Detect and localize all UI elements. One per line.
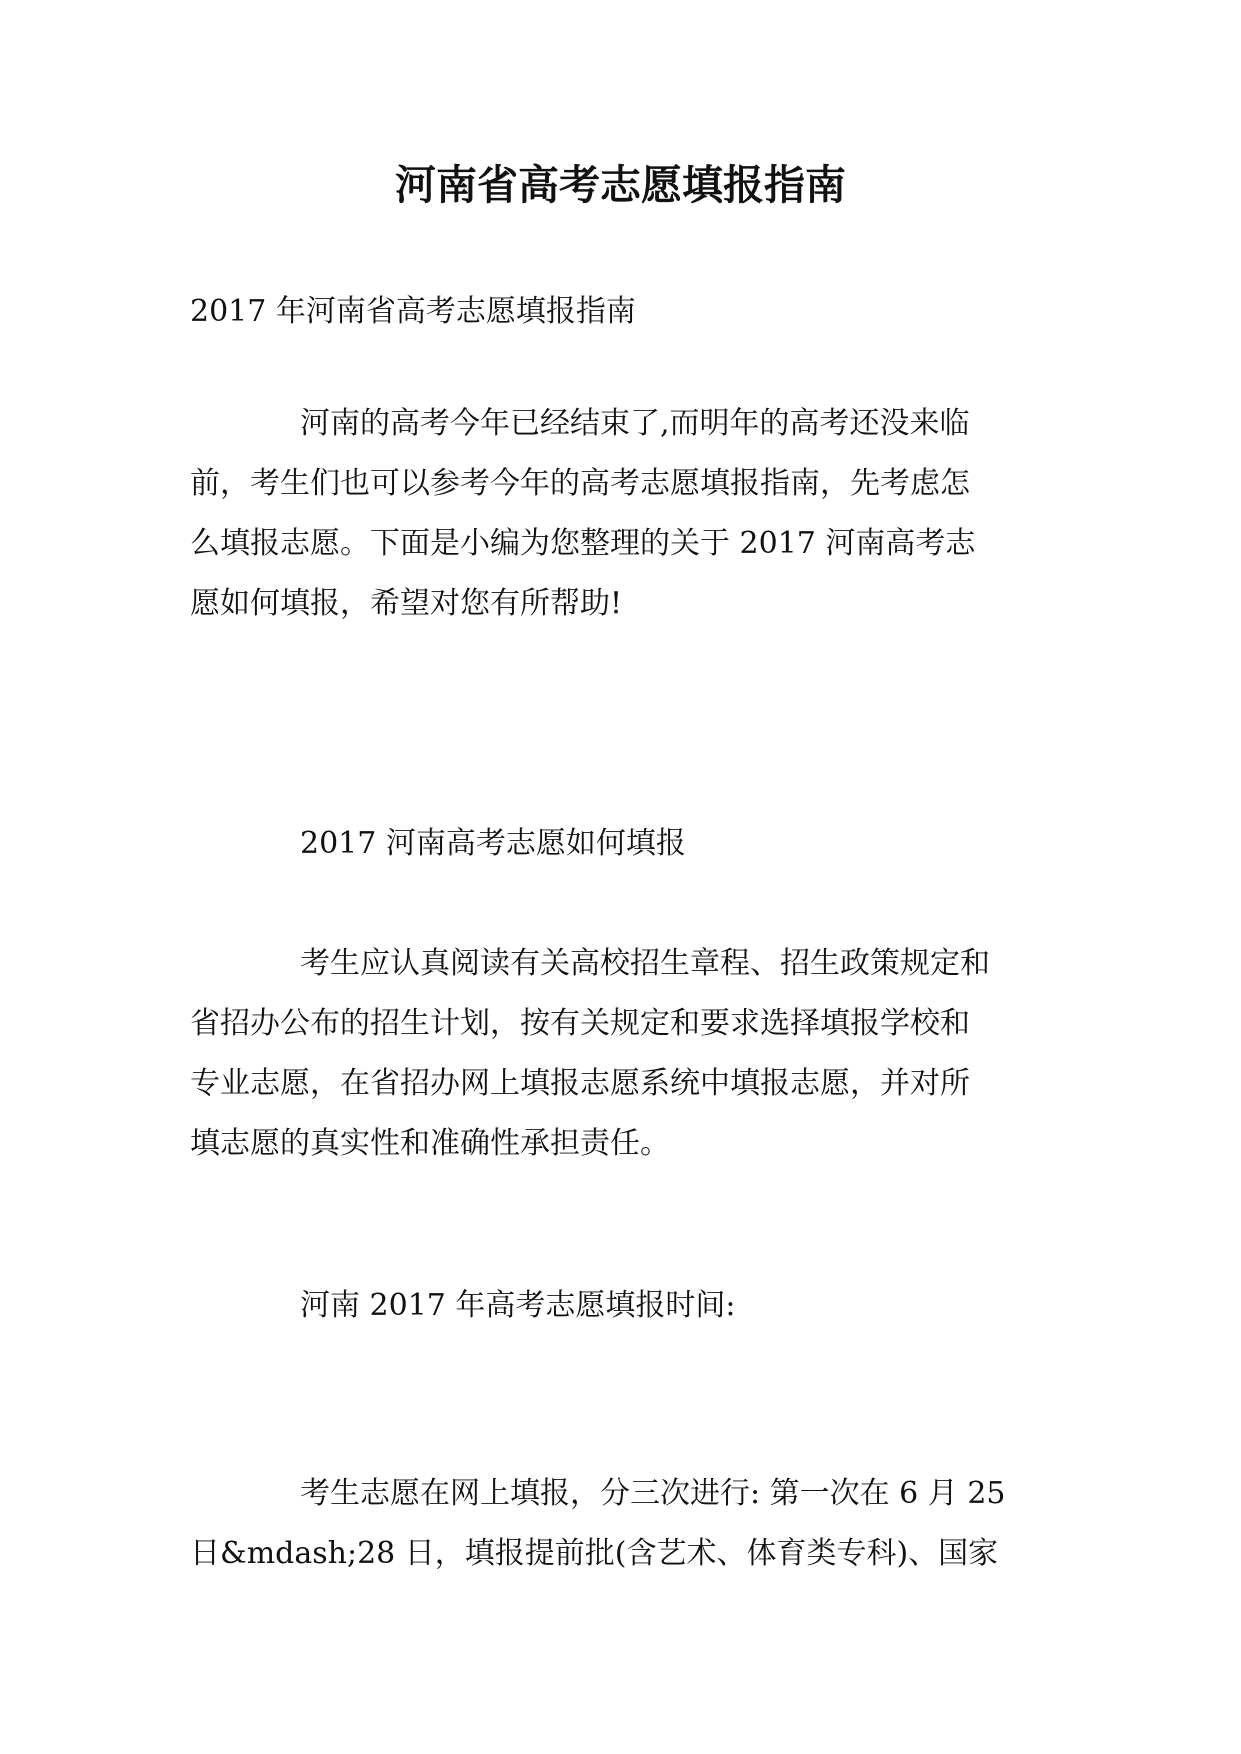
paragraph-2-line-1: 考生应认真阅读有关高校招生章程、招生政策规定和 bbox=[300, 946, 990, 981]
section-heading-how-to-fill: 2017 河南高考志愿如何填报 bbox=[300, 826, 686, 861]
paragraph-2-line-3: 专业志愿，在省招办网上填报志愿系统中填报志愿，并对所 bbox=[190, 1066, 970, 1101]
paragraph-3-line-2: 日&mdash;28 日，填报提前批(含艺术、体育类专科)、国家 bbox=[190, 1536, 999, 1571]
paragraph-2-line-4: 填志愿的真实性和准确性承担责任。 bbox=[190, 1126, 670, 1161]
paragraph-1-line-3: 么填报志愿。下面是小编为您整理的关于 2017 河南高考志 bbox=[190, 526, 976, 561]
paragraph-2-line-2: 省招办公布的招生计划，按有关规定和要求选择填报学校和 bbox=[190, 1006, 970, 1041]
paragraph-3-line-1: 考生志愿在网上填报，分三次进行: 第一次在 6 月 25 bbox=[300, 1476, 1006, 1511]
document-title: 河南省高考志愿填报指南 bbox=[395, 161, 846, 209]
section-heading-fill-time: 河南 2017 年高考志愿填报时间: bbox=[300, 1288, 736, 1323]
paragraph-1-line-1: 河南的高考今年已经结束了,而明年的高考还没来临 bbox=[300, 406, 970, 441]
paragraph-1-line-2: 前，考生们也可以参考今年的高考志愿填报指南，先考虑怎 bbox=[190, 466, 970, 501]
paragraph-1-line-4: 愿如何填报，希望对您有所帮助! bbox=[190, 586, 623, 621]
subtitle-line: 2017 年河南省高考志愿填报指南 bbox=[190, 294, 636, 329]
